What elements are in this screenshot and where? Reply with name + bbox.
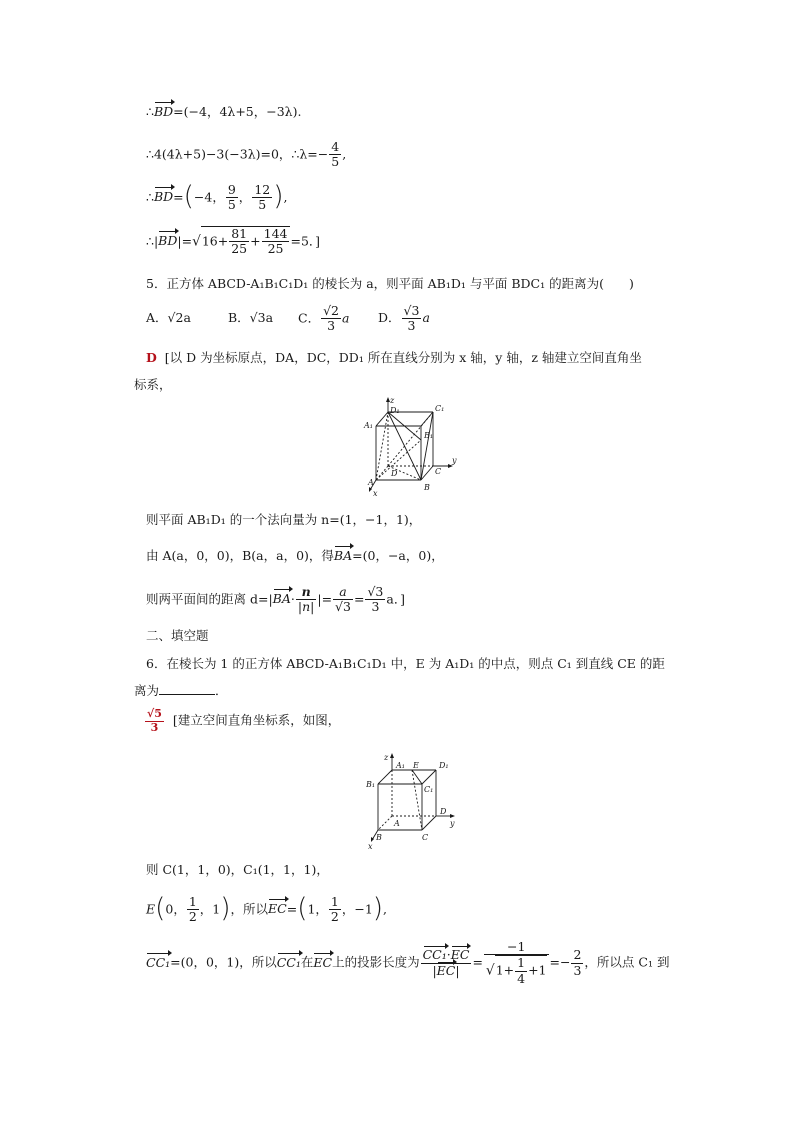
q5-distance: 则两平面间的距离 d=|BA· $\frac{n}{|n|}$ |= $\frac{a}{√3}$ = $\frac{√3}{3}$ a．]: [146, 584, 405, 615]
q5-option-d: D． $\frac{√3}{3}$ a: [378, 303, 430, 334]
q5-solution-line2: 标系，: [134, 377, 172, 392]
q5-options: [146, 304, 430, 334]
svg-text:B: B: [376, 833, 382, 842]
line-lambda-equation: ∴4(4λ+5)−3(−3λ)=0，∴λ=− $\frac{4}{5}$ ,: [146, 139, 347, 170]
q6-answer: $\frac{√5}{3}$: [147, 707, 162, 734]
fraction-four-fifths: $\frac{4}{5}$: [331, 139, 340, 170]
svg-text:D₁: D₁: [390, 406, 400, 415]
svg-text:x: x: [373, 489, 378, 498]
line-bd-magnitude: ∴|BD|=√16+ $\frac{81}{25}$ + $\frac{144}{25}$ =5．]: [146, 226, 321, 257]
svg-text:x: x: [368, 842, 373, 850]
q5-normal-vector: 则平面 AB₁D₁ 的一个法向量为 n=(1，−1，1)，: [146, 512, 422, 527]
q5-stem: 5．正方体 ABCD-A₁B₁C₁D₁ 的棱长为 a，则平面 AB₁D₁ 与平面 BDC₁ 的距离为( ): [146, 276, 634, 291]
svg-text:B₁: B₁: [366, 780, 376, 789]
q6-coords-e: E(0， $\frac{1}{2}$ ，1)，所以EC=(1， $\frac{1}{2}$ ，−1),: [146, 893, 388, 925]
svg-text:D: D: [391, 469, 398, 478]
svg-text:A: A: [368, 478, 374, 487]
cube-figure-2: [366, 752, 462, 850]
svg-text:z: z: [384, 753, 389, 762]
svg-text:z: z: [390, 396, 395, 405]
svg-text:y: y: [452, 456, 457, 465]
svg-text:D: D: [440, 807, 447, 816]
q5-option-a: A．√2a: [146, 310, 191, 326]
svg-text:C: C: [435, 467, 442, 476]
svg-text:B: B: [424, 483, 430, 492]
q6-coords-c: 则 C(1，1，0)，C₁(1，1，1)，: [146, 862, 329, 877]
answer-blank[interactable]: [159, 682, 215, 695]
line-bd-solved: ∴BD=(−4， $\frac{9}{5}$ ， $\frac{12}{5}$ ),: [146, 181, 288, 213]
svg-text:C₁: C₁: [435, 404, 445, 413]
q5-answer: D: [146, 350, 157, 365]
svg-text:A₁: A₁: [364, 421, 373, 430]
q6-projection: CC₁=(0，0，1)，所以CC₁在EC上的投影长度为 $\frac{\text{CC₁·EC}}{|EC|}$ = −1 √1+ $\frac{1}{4}$ +1 =− $\frac{2}{3}$ ，所以点 C₁ 到: [146, 939, 670, 986]
svg-text:C₁: C₁: [424, 785, 434, 794]
svg-text:A: A: [394, 819, 400, 828]
q5-option-b: B．√3a: [228, 310, 274, 326]
svg-text:y: y: [450, 819, 455, 828]
svg-text:E: E: [413, 761, 419, 770]
vector-bd: BD: [153, 104, 174, 119]
section-title-fill-blank: 二、填空题: [146, 628, 209, 643]
cube-figure-1: [360, 396, 460, 498]
line-bd-vector: ∴BD=(−4，4λ+5，−3λ).: [146, 104, 302, 119]
svg-text:C: C: [422, 833, 429, 842]
svg-text:D₁: D₁: [439, 761, 449, 770]
svg-text:A₁: A₁: [396, 761, 405, 770]
svg-text:B₁: B₁: [424, 431, 434, 440]
q6-stem-line2: 离为 ．: [134, 683, 228, 698]
q6-solution-intro: $\frac{√5}{3}$ [建立空间直角坐标系，如图，: [147, 707, 341, 734]
q6-stem-line1: 6．在棱长为 1 的正方体 ABCD-A₁B₁C₁D₁ 中，E 为 A₁D₁ 的中点，则点 C₁ 到直线 CE 的距: [146, 656, 665, 671]
q5-coords: 由 A(a，0，0)，B(a，a，0)，得BA=(0，−a，0)，: [146, 548, 444, 563]
q5-solution-line1: D [以 D 为坐标原点，DA，DC，DD₁ 所在直线分别为 x 轴，y 轴，z 轴建立空间直角坐: [146, 350, 642, 365]
q5-option-c: C． $\frac{√2}{3}$ a: [298, 303, 350, 334]
